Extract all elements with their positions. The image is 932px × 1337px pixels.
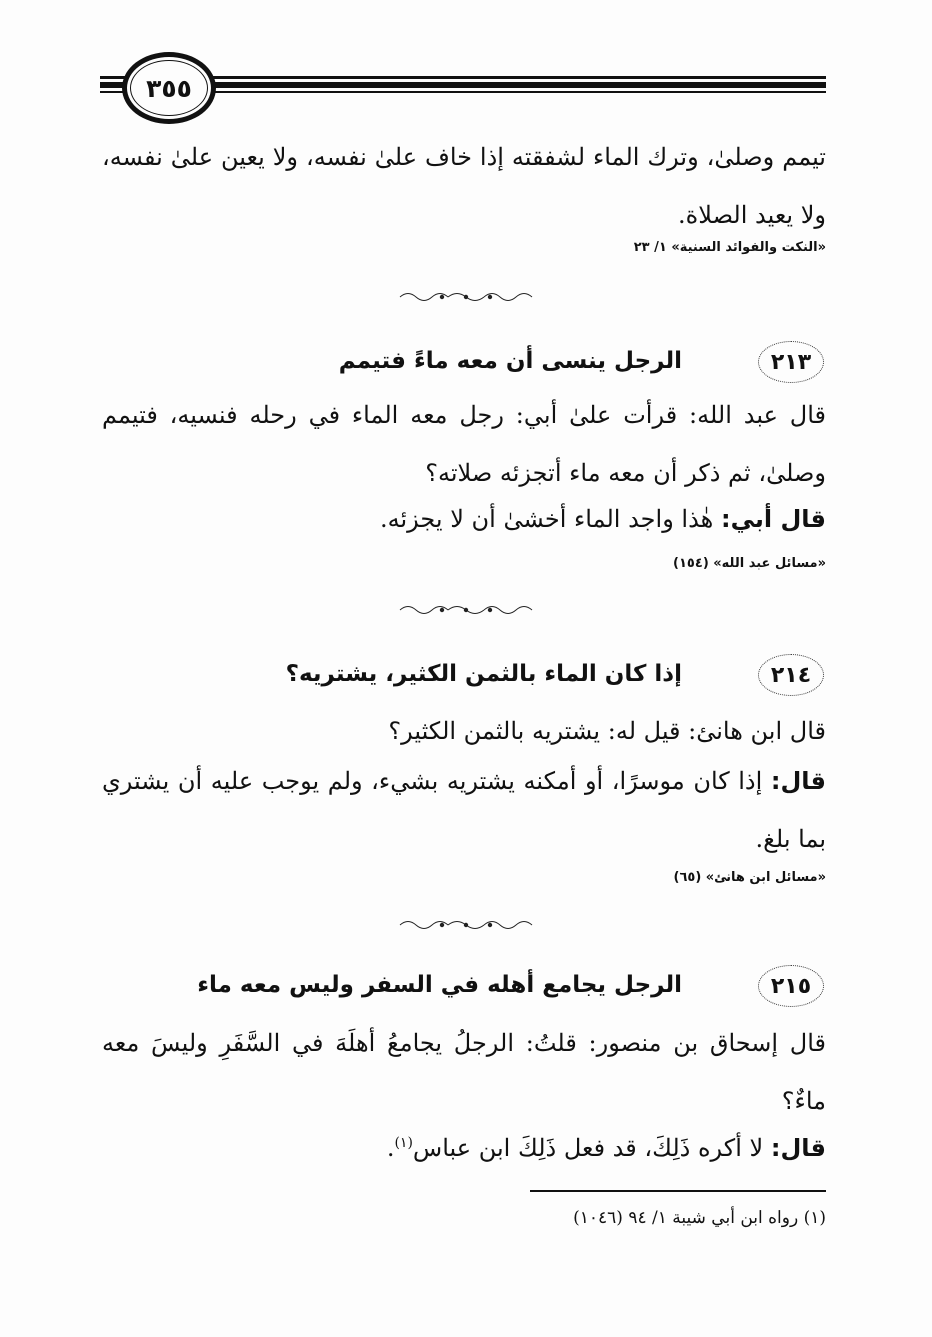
entry-title-213: الرجل ينسى أن معه ماءً فتيمم bbox=[338, 348, 682, 374]
ornament-divider-icon bbox=[396, 603, 536, 617]
entry-question-213: قال عبد الله: قرأت علىٰ أبي: رجل معه الماء في رحله فنسيه، فتيمم وصلىٰ، ثم ذكر أن معه ماء أتجزئه صلاته؟ bbox=[102, 401, 826, 487]
entry-answer-215: قال: لا أكره ذَلِكَ، قد فعل ذَلِكَ ابن عباس$^{(١)}$. bbox=[386, 1134, 826, 1162]
footnote-rule bbox=[530, 1190, 826, 1192]
answer-text: إذا كان موسرًا، أو أمكنه يشتريه بشيء، ولم يوجب عليه أن يشتري بما بلغ. bbox=[102, 767, 826, 853]
intro-paragraph: تيمم وصلىٰ، وترك الماء لشفقته إذا خاف علىٰ نفسه، ولا يعين علىٰ نفسه، ولا يعيد الصلاة. bbox=[102, 143, 826, 229]
answer-lead: قال: bbox=[770, 1134, 826, 1162]
entry-question-215: قال إسحاق بن منصور: قلتُ: الرجلُ يجامعُ أهلَهَ في السَّفَرِ وليسَ معه ماءٌ؟ bbox=[102, 1029, 826, 1115]
entry-answer-213 bbox=[102, 490, 826, 548]
entry-question-214: قال ابن هانئ: قيل له: يشتريه بالثمن الكثير؟ bbox=[388, 717, 826, 745]
answer-text: لا أكره ذَلِكَ، قد فعل ذَلِكَ ابن عباس bbox=[412, 1134, 771, 1162]
page-number-badge bbox=[122, 52, 216, 124]
entry-answer-214 bbox=[102, 752, 826, 868]
ornament-divider-icon bbox=[396, 918, 536, 932]
ornament-divider-icon bbox=[396, 290, 536, 304]
entry-title-215: الرجل يجامع أهله في السفر وليس معه ماء bbox=[197, 972, 682, 998]
answer-text: هٰذا واجد الماء أخشىٰ أن لا يجزئه. bbox=[380, 505, 721, 533]
intro-source: «النكت والفوائد السنية» ١/ ٢٣ bbox=[633, 240, 826, 255]
entry-title-214: إذا كان الماء بالثمن الكثير، يشتريه؟ bbox=[285, 661, 682, 687]
entry-source-214: «مسائل ابن هانئ» (٦٥) bbox=[673, 870, 826, 885]
entry-number-214: ٢١٤ bbox=[758, 654, 824, 696]
answer-lead: قال أبي: bbox=[720, 505, 826, 533]
answer-lead: قال: bbox=[770, 767, 826, 795]
entry-source-213: «مسائل عبد الله» (١٥٤) bbox=[673, 556, 826, 571]
footnote: (١) رواه ابن أبي شيبة ١/ ٩٤ (١٠٤٦) bbox=[573, 1208, 826, 1228]
entry-number-213: ٢١٣ bbox=[758, 341, 824, 383]
page-number: ٣٥٥ bbox=[146, 73, 192, 103]
footnote-reference: (١) bbox=[394, 1135, 413, 1151]
entry-number-215: ٢١٥ bbox=[758, 965, 824, 1007]
